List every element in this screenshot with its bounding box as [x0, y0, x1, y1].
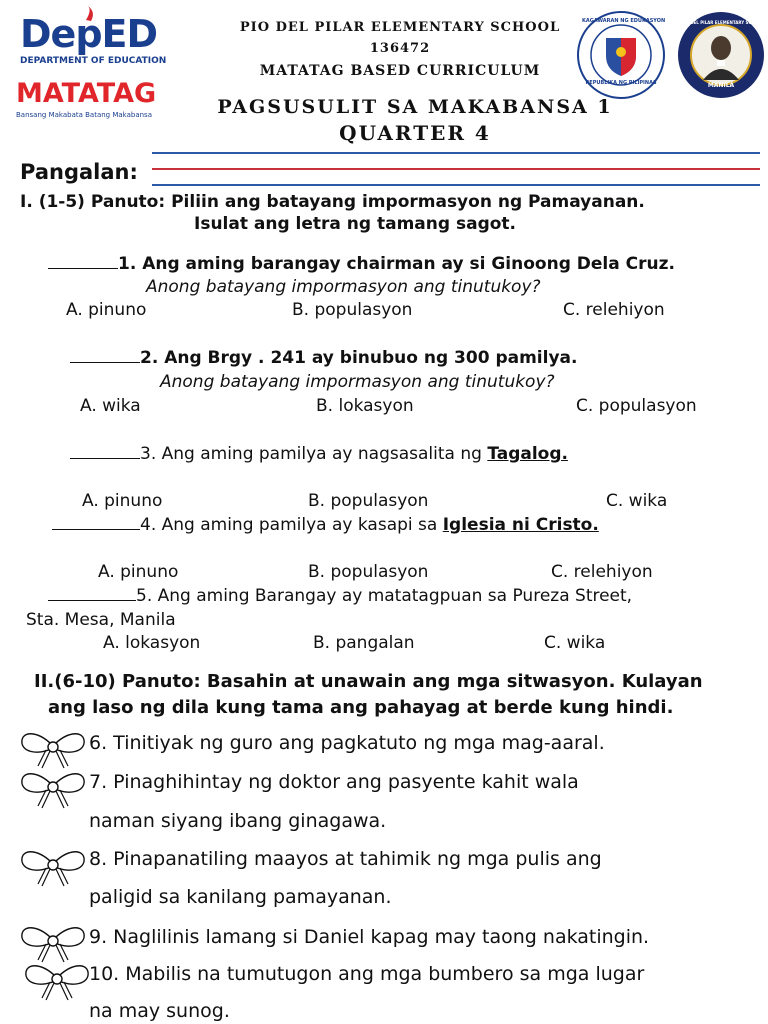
choice-c: C. relehiyon — [551, 562, 653, 582]
choice-c: C. wika — [606, 491, 668, 511]
sub-question: Anong batayang impormasyon ang tinutukoy? — [146, 277, 541, 297]
deped-seal-bottom-text: REPUBLIKA NG PILIPINAS — [585, 80, 657, 86]
matatag-tagline: Bansang Makabata Batang Makabansa — [16, 111, 152, 119]
choice-c: C. populasyon — [576, 396, 697, 416]
name-line-red — [152, 168, 760, 170]
name-line-blue-top — [152, 152, 760, 154]
sub-question: Anong batayang impormasyon ang tinutukoy? — [160, 372, 555, 392]
choice-a: A. lokasyon — [103, 633, 201, 653]
choice-b: B. lokasyon — [316, 396, 414, 416]
choice-a: A. pinuno — [98, 562, 179, 582]
deped-seal-top-text: KAGAWARAN NG EDUKASYON — [582, 18, 666, 24]
choice-b: B. pangalan — [313, 633, 415, 653]
choice-c: C. relehiyon — [563, 300, 665, 320]
question-text: 1. Ang aming barangay chairman ay si Ginoong Dela Cruz. — [118, 254, 675, 274]
question-4 — [52, 515, 599, 535]
answer-blank[interactable] — [52, 515, 140, 530]
question-text: 5. Ang aming Barangay ay matatagpuan sa Pureza Street, — [136, 586, 633, 606]
ribbon-10[interactable] — [22, 958, 92, 1006]
part1-instruction-cont: Isulat ang letra ng tamang sagot. — [194, 214, 516, 234]
choice-b: B. populasyon — [308, 562, 429, 582]
bow-icon — [18, 844, 88, 888]
question-5 — [48, 586, 632, 606]
answer-blank[interactable] — [70, 444, 140, 459]
question-3 — [70, 444, 568, 464]
answer-blank[interactable] — [48, 254, 118, 269]
situation-7: 7. Pinaghihintay ng doktor ang pasyente kahit wala — [89, 771, 579, 793]
situation-8-cont: paligid sa kanilang pamayanan. — [89, 886, 392, 908]
part2-instruction: II.(6-10) Panuto: Basahin at unawain ang mga sitwasyon. Kulayan — [34, 671, 703, 692]
part1-instruction: I. (1-5) Panuto: Piliin ang batayang impormasyon ng Pamayanan. — [20, 192, 645, 212]
quarter-label: QUARTER 4 — [339, 121, 491, 145]
school-name: PIO DEL PILAR ELEMENTARY SCHOOL — [239, 20, 561, 35]
situation-7-cont: naman siyang ibang ginagawa. — [89, 810, 387, 832]
choice-b: B. populasyon — [308, 491, 429, 511]
bow-icon — [18, 726, 88, 770]
choice-a: A. pinuno — [82, 491, 163, 511]
situation-10: 10. Mabilis na tumutugon ang mga bumbero sa mga lugar — [89, 963, 645, 985]
name-line-blue-bottom[interactable] — [152, 184, 760, 186]
choice-a: A. wika — [80, 396, 141, 416]
bow-icon — [22, 958, 92, 1002]
situation-8: 8. Pinapanatiling maayos at tahimik ng mga pulis ang — [89, 848, 602, 870]
question-text-continued: Sta. Mesa, Manila — [26, 610, 176, 630]
school-seal-bottom-text: MANILA — [707, 82, 735, 89]
deped-logo-text: DepED — [20, 12, 158, 56]
situation-9: 9. Naglilinis lamang si Daniel kapag may taong nakatingin. — [89, 926, 650, 948]
question-text: 3. Ang aming pamilya ay nagsasalita ng — [140, 444, 488, 464]
deped-subtitle: DEPARTMENT OF EDUCATION — [20, 56, 167, 66]
emphasis-text: Tagalog. — [487, 444, 568, 464]
question-1 — [48, 254, 675, 274]
school-seal-text: PIO DEL PILAR ELEMENTARY SCHOOL — [681, 20, 764, 25]
part2-instruction-cont: ang laso ng dila kung tama ang pahayag at berde kung hindi. — [48, 697, 674, 718]
matatag-logo-text: MATATAG — [16, 78, 157, 109]
choice-a: A. pinuno — [66, 300, 147, 320]
curriculum-label: MATATAG BASED CURRICULUM — [259, 63, 541, 79]
ribbon-8[interactable] — [18, 844, 88, 892]
situation-10-cont: na may sunog. — [89, 1000, 230, 1022]
situation-6: 6. Tinitiyak ng guro ang pagkatuto ng mga mag-aaral. — [89, 732, 605, 754]
name-label: Pangalan: — [20, 160, 138, 184]
emphasis-text: Iglesia ni Cristo. — [442, 515, 599, 535]
answer-blank[interactable] — [48, 586, 136, 601]
choice-b: B. populasyon — [292, 300, 413, 320]
deped-logo — [18, 6, 178, 68]
school-id: 136472 — [369, 41, 431, 56]
answer-blank[interactable] — [70, 348, 140, 363]
question-text: 4. Ang aming pamilya ay kasapi sa — [140, 515, 443, 535]
test-title: PAGSUSULIT SA MAKABANSA 1 — [217, 96, 613, 118]
choice-c: C. wika — [544, 633, 606, 653]
question-text: 2. Ang Brgy . 241 ay binubuo ng 300 pamilya. — [140, 348, 578, 368]
question-2 — [70, 348, 577, 368]
ribbon-7[interactable] — [18, 766, 88, 814]
bow-icon — [18, 766, 88, 810]
